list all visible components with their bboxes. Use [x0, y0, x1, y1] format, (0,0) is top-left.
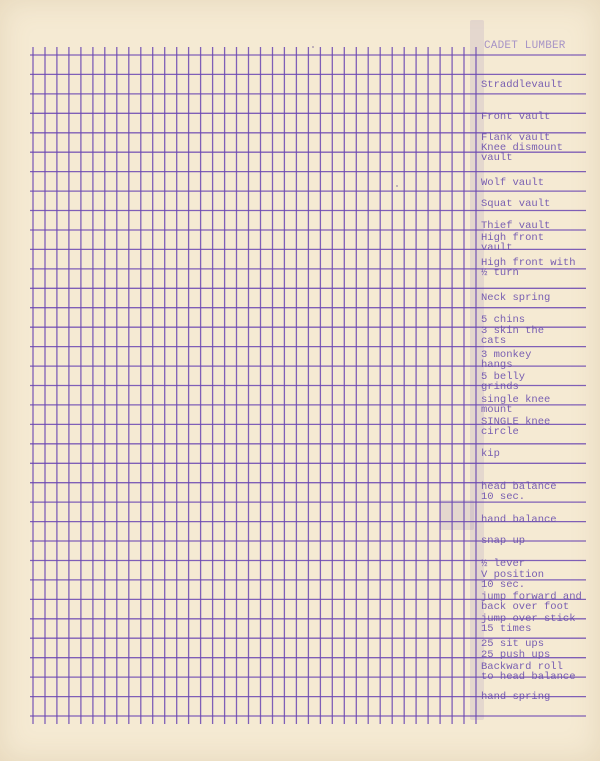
- skill-item: single knee mount: [481, 394, 551, 416]
- skill-item: 5 belly grinds: [481, 371, 526, 393]
- skill-item: High front with ½ turn: [481, 257, 576, 279]
- skill-item: Wolf vault: [481, 177, 545, 189]
- skill-item: head balance 10 sec.: [481, 481, 557, 503]
- skill-item: Flank vault: [481, 132, 551, 144]
- skill-item: Backward roll to head balance: [481, 661, 576, 683]
- skill-item: hand spring: [481, 691, 551, 703]
- skill-item: Straddlevault: [481, 79, 563, 91]
- skill-item: snap up: [481, 535, 526, 547]
- skill-item: 3 skin the cats: [481, 325, 545, 347]
- skill-item: V position 10 sec.: [481, 569, 545, 591]
- skill-item: kip: [481, 448, 500, 460]
- header-title: CADET LUMBER: [484, 40, 566, 52]
- skill-item: Knee dismount vault: [481, 142, 563, 164]
- skill-item: Thief vault: [481, 220, 551, 232]
- skill-item: 25 sit ups: [481, 638, 545, 650]
- skill-item: jump forward and back over foot: [481, 591, 582, 613]
- skill-item: jump over stick 15 times: [481, 613, 576, 635]
- skill-item: Squat vault: [481, 198, 551, 210]
- skill-item: 25 push ups: [481, 649, 551, 661]
- skill-item: hand balance: [481, 514, 557, 526]
- skill-item: Neck spring: [481, 292, 551, 304]
- skill-item: ½ lever: [481, 558, 526, 570]
- skill-item: 5 chins: [481, 314, 526, 326]
- skill-item: SINGLE knee circle: [481, 416, 551, 438]
- skill-item: High front vault: [481, 232, 545, 254]
- skill-item: 3 monkey hangs: [481, 349, 532, 371]
- skill-item: Front vault: [481, 111, 551, 123]
